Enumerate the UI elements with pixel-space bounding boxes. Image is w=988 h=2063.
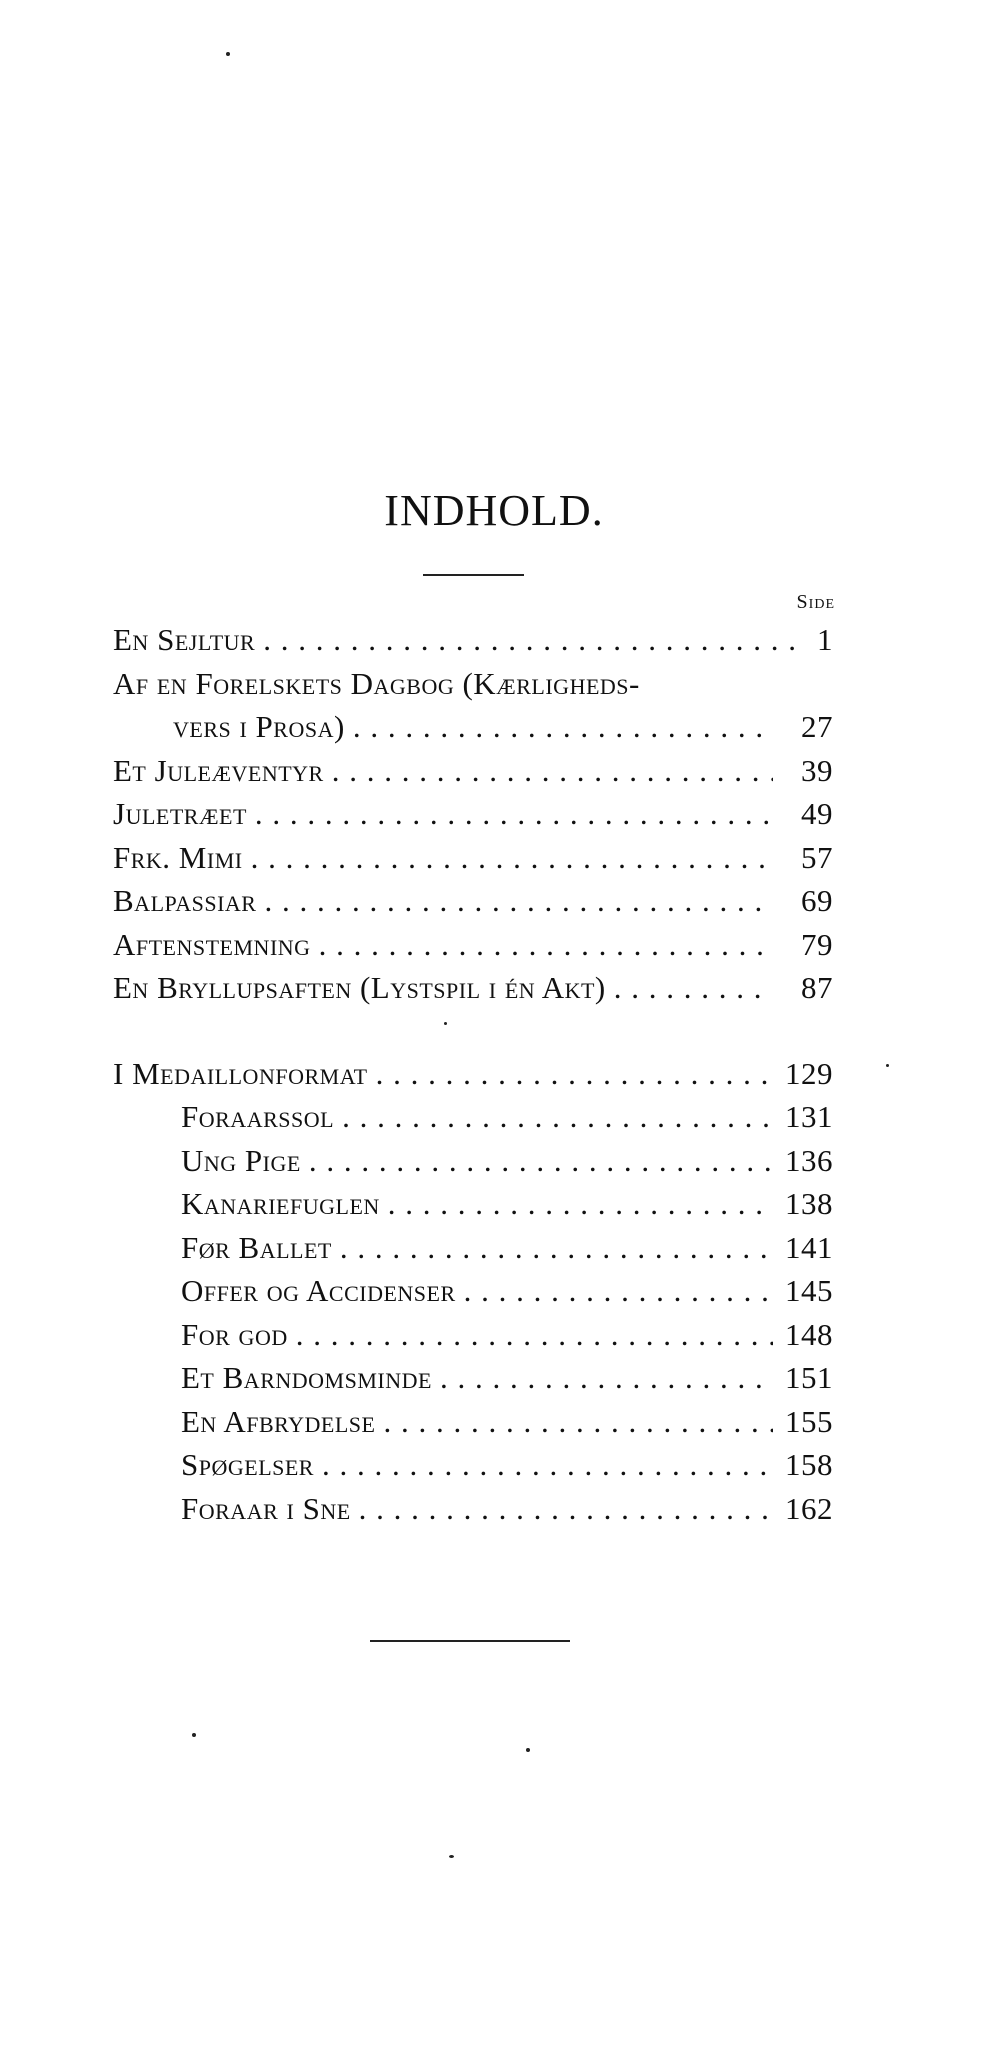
toc-subentry <box>113 1404 833 1448</box>
subentry-title: Et Barndomsminde <box>181 1360 432 1395</box>
leader-dots <box>332 753 773 789</box>
table-of-contents <box>113 622 833 1534</box>
toc-entry <box>113 709 833 753</box>
subentry-page: 145 <box>785 1273 833 1308</box>
leader-dots <box>359 1491 773 1527</box>
toc-entry <box>113 970 833 1014</box>
entry-title: Juletræet <box>113 796 247 831</box>
leader-dots <box>319 927 773 963</box>
section-title: I Medaillonformat <box>113 1055 368 1091</box>
leader-dots <box>388 1186 773 1222</box>
ink-speck <box>449 1855 454 1858</box>
leader-dots <box>464 1273 773 1309</box>
ink-speck <box>886 1064 889 1067</box>
leader-dots <box>383 1404 773 1440</box>
subentry-page: 158 <box>785 1447 833 1482</box>
subentry-title: Foraar i Sne <box>181 1490 351 1526</box>
toc-subentry <box>113 1317 833 1361</box>
leader-dots <box>614 970 773 1006</box>
toc-entry <box>113 796 833 840</box>
entry-title: Frk. Mimi <box>113 839 243 875</box>
entry-title: vers i Prosa) <box>173 709 345 744</box>
leader-dots <box>322 1447 773 1483</box>
toc-subentry <box>113 1273 833 1317</box>
subentry-page: 138 <box>785 1186 833 1221</box>
leader-dots <box>296 1317 773 1353</box>
subentry-title: Spøgelser <box>181 1447 314 1482</box>
entry-title: Af en Forelskets Dagbog (Kærligheds- <box>113 665 640 701</box>
subentry-title: Foraarssol <box>181 1099 335 1134</box>
subentry-title: Offer og Accidenser <box>181 1273 456 1308</box>
section-page: 129 <box>785 1055 833 1091</box>
subentry-title: En Afbrydelse <box>181 1403 376 1439</box>
leader-dots <box>264 883 773 919</box>
entry-page: 79 <box>801 926 833 962</box>
subentry-page: 141 <box>785 1229 833 1265</box>
toc-subentry <box>113 1360 833 1404</box>
leader-dots <box>340 1230 773 1266</box>
ink-speck <box>226 52 230 56</box>
toc-entry <box>113 883 833 927</box>
toc-entry <box>113 622 833 666</box>
leader-dots <box>309 1143 773 1179</box>
toc-subentry <box>113 1143 833 1187</box>
entry-page: 27 <box>801 709 833 744</box>
toc-entry <box>113 840 833 884</box>
toc-entry <box>113 666 833 710</box>
subentry-page: 155 <box>785 1403 833 1439</box>
subentry-page: 148 <box>785 1316 833 1352</box>
subentry-title: Kanariefuglen <box>181 1186 380 1221</box>
toc-entry <box>113 927 833 971</box>
page-column-label: Side <box>796 591 835 613</box>
subentry-title: Før Ballet <box>181 1229 332 1265</box>
leader-dots <box>376 1056 773 1092</box>
leader-dots <box>255 796 773 832</box>
entry-title: Aftenstemning <box>113 926 311 962</box>
leader-dots <box>263 622 795 658</box>
title-rule <box>423 574 524 576</box>
toc-subentry <box>113 1186 833 1230</box>
subentry-title: Ung Pige <box>181 1142 301 1178</box>
subentry-title: For god <box>181 1316 288 1352</box>
entry-page: 49 <box>801 796 833 831</box>
entry-page: 87 <box>801 970 833 1005</box>
leader-dots <box>440 1360 773 1396</box>
subentry-page: 162 <box>785 1490 833 1526</box>
toc-section <box>113 1056 833 1100</box>
ink-speck <box>526 1748 530 1752</box>
subentry-page: 131 <box>785 1099 833 1134</box>
toc-subentry <box>113 1099 833 1143</box>
entry-title: En Sejltur <box>113 622 256 657</box>
toc-subentry <box>113 1447 833 1491</box>
leader-dots <box>251 840 773 876</box>
entry-page: 57 <box>801 839 833 875</box>
ink-speck <box>192 1733 196 1737</box>
entry-page: 69 <box>801 883 833 918</box>
leader-dots <box>353 709 773 745</box>
entry-title: Et Juleæventyr <box>113 752 324 788</box>
toc-entry <box>113 753 833 797</box>
entry-title: En Bryllupsaften (Lystspil i én Akt) <box>113 970 606 1005</box>
section-gap <box>113 1014 833 1056</box>
toc-subentry <box>113 1491 833 1535</box>
subentry-page: 151 <box>785 1360 833 1395</box>
entry-title: Balpassiar <box>113 883 257 918</box>
subentry-page: 136 <box>785 1142 833 1178</box>
page-title: INDHOLD. <box>384 486 604 535</box>
entry-page: 39 <box>801 752 833 788</box>
toc-subentry <box>113 1230 833 1274</box>
entry-page: 1 <box>817 622 833 657</box>
leader-dots <box>342 1099 773 1135</box>
end-rule <box>370 1640 570 1642</box>
